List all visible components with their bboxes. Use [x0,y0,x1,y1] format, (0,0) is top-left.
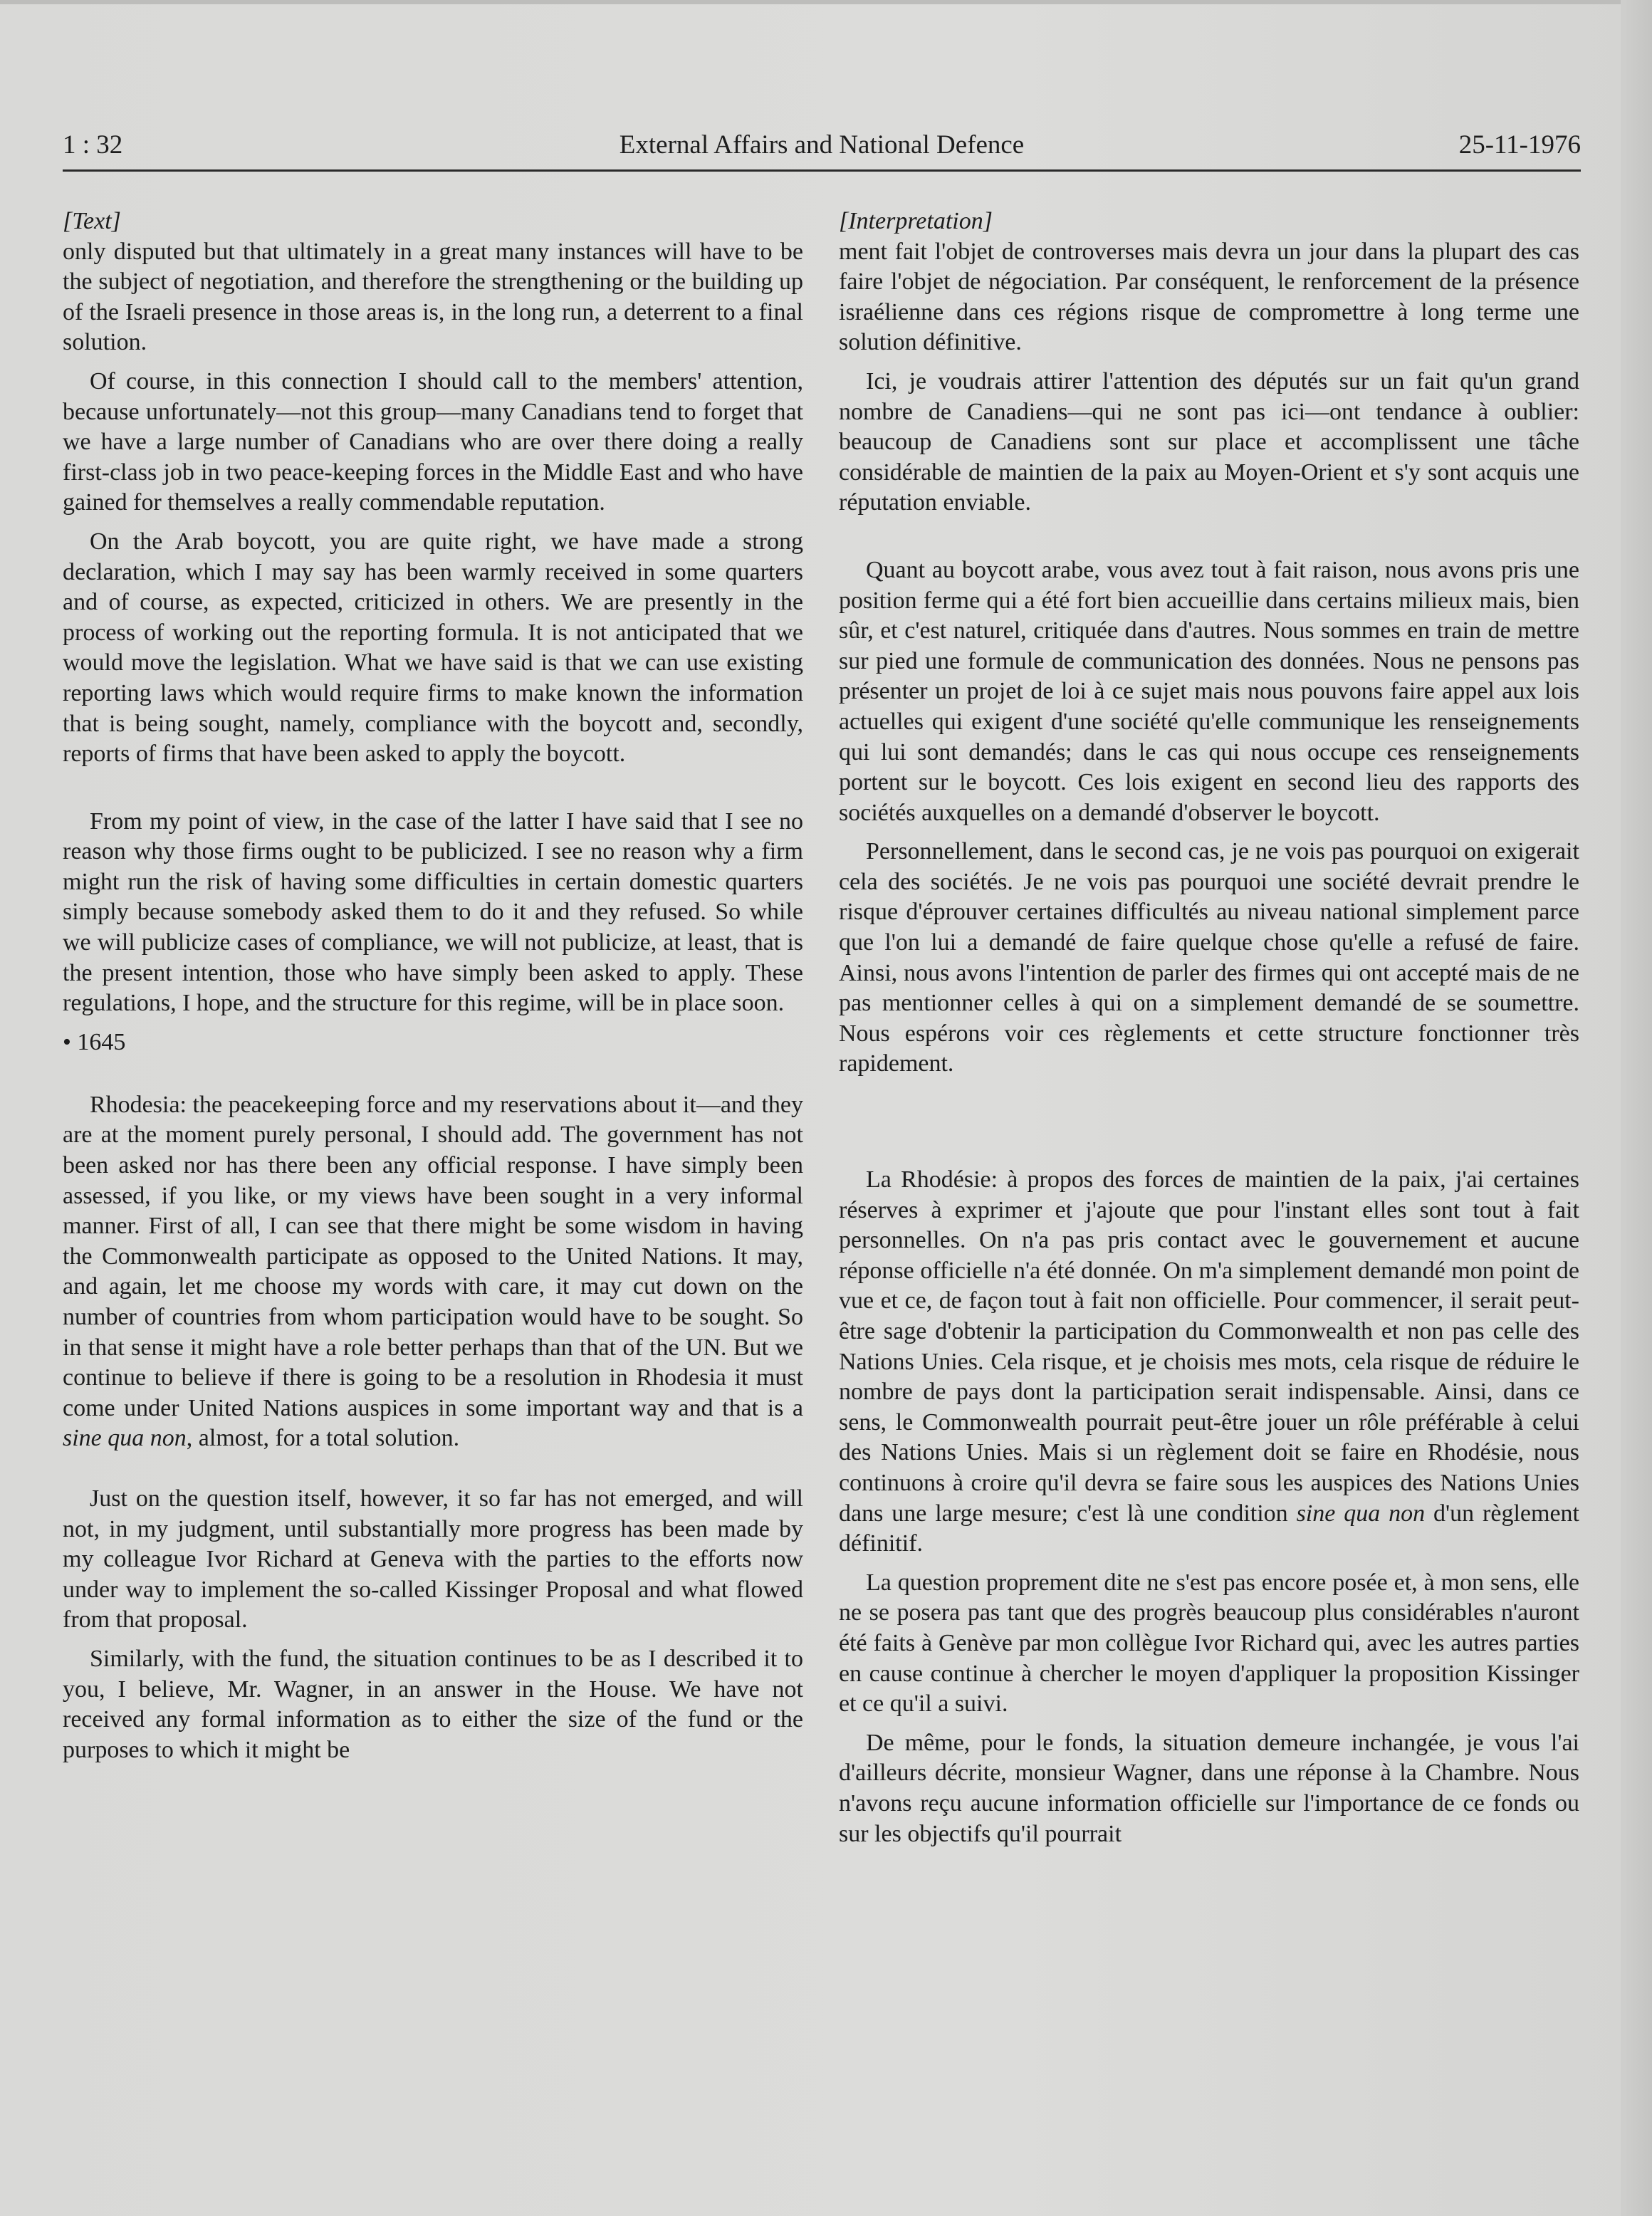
paragraph: Just on the question itself, however, it so far has not emerged, and will not, in my judgment, until substantially more progress has been made by my colleague Ivor Richard at Geneva with the parties to the efforts now under way to implement the so-called Kissinger Proposal and what flowed from that proposal. [63,1485,803,1634]
page-top-edge [0,0,1652,4]
paragraph: From my point of view, in the case of the latter I have said that I see no reason why those firms ought to be publicized. I see no reason why a firm might run the risk of having some difficulties in certain domestic quarters simply because somebody asked them to do it and they refused. So while we will publicize cases of compliance, we will not publicize, at least, that is the present intention, those who have simply been asked to apply. These regulations, I hope, and the structure for this regime, will be in place soon. [63,808,803,1017]
page-binding-edge [1621,0,1652,2216]
paragraph: On the Arab boycott, you are quite right, we have made a strong declaration, which I may say has been warmly received in some quarters and of course, as expected, criticized in others. We are presently in the process of working out the reporting formula. It is not anticipated that we would move the legislation. What we have said is that we can use existing reporting laws which would require firms to make known the information that is being sought, namely, compliance with the boycott and, secondly, reports of firms that have been asked to apply the boycott. [63,528,803,768]
spacer [63,1463,803,1484]
header-rule [63,169,1581,172]
spacer [63,778,803,807]
paragraph-text: , almost, for a total solution. [186,1425,460,1452]
french-column [839,207,1579,1858]
paragraph: Of course, in this connection I should call to the members' attention, because unfortunately—not this group—many Canadians tend to forget that we have a large number of Canadians who are over there doing a really first-class job in two peace-keeping forces in the Middle East and who have gained for themselves a really commendable reputation. [63,367,803,516]
paragraph: Similarly, with the fund, the situation continues to be as I described it to you, I believe, Mr. Wagner, in an answer in the House. We have not received any formal information as to either the size of the fund or the purposes to which it might be [63,1645,803,1763]
header-title: External Affairs and National Defence [619,130,1025,160]
paragraph: De même, pour le fonds, la situation demeure inchangée, je vous l'ai d'ailleurs décrite, monsieur Wagner, dans une réponse à la Chambre. Nous n'avons reçu aucune information officielle sur l'importance de ce fonds ou sur les objectifs qu'il pourrait [839,1729,1579,1847]
paragraph: ment fait l'objet de controverses mais devra un jour dans la plupart des cas faire l'objet de négociation. Par conséquent, le renforcement de la présence israélienne dans ces régions risque de compromettre à long terme une solution définitive. [839,238,1579,356]
paragraph-text: La Rhodésie: à propos des forces de maintien de la paix, j'ai certaines réserves à exprimer et j'ajoute que pour l'instant elles sont tout à fait personnelles. On n'a pas pris contact avec le gouvernement et aucune réponse officielle n'a été donnée. On m'a simplement demandé mon point de vue et ce, de façon tout à fait non officielle. Pour commencer, il serait peut-être sage d'obtenir la participation du Commonwealth et non pas celle des Nations Unies. Cela risque, et je choisis mes mots, cela risque de réduire le nombre de pays dont la participation serait indispensable. Ainsi, dans ce sens, le Commonwealth pourrait peut-être jouer un rôle préférable à celui des Nations Unies. Mais si un règlement doit se faire en Rhodésie, nous continuons à croire qu'il devra se faire sous les auspices des Nations Unies dans une large mesure; c'est là une condition [839,1166,1579,1527]
english-column [63,207,803,1774]
paragraph [63,1090,803,1454]
time-marker: • 1645 [63,1028,126,1055]
paragraph: Personnellement, dans le second cas, je ne vois pas pourquoi on exigerait cela des sociétés. Je ne vois pas pourquoi une société devrait prendre le risque d'éprouver certaines difficultés au niveau national simplement parce que l'on lui a demandé de faire quelque chose qu'elle a refusé de faire. Ainsi, nous avons l'intention de parler des firmes qui ont accepté mais de ne pas mentionner celles à qui on a simplement demandé de se soumettre. Nous espérons voir ces règlements et cette structure fonctionner très rapidement. [839,838,1579,1077]
paragraph: La question proprement dite ne s'est pas encore posée et, à mon sens, elle ne se posera pas tant que des progrès beaucoup plus considérables n'auront été faits à Genève par mon collègue Ivor Richard qui, avec les autres parties en cause continue à chercher le moyen d'appliquer la proposition Kissinger et ce qu'il a suivi. [839,1569,1579,1718]
paragraph [839,1165,1579,1559]
latin-phrase: sine qua non [1296,1500,1426,1527]
running-header [63,130,1581,169]
paragraph: Quant au boycott arabe, vous avez tout à fait raison, nous avons pris une position ferme qui a été fort bien accueillie dans certains milieux mais, bien sûr, et c'est naturel, critiquée dans d'autres. Nous sommes en train de mettre sur pied une formule de communication des données. Nous ne pensons pas présenter un projet de loi à ce sujet mais nous pouvons faire appel aux lois actuelles qui exigent d'une société qu'elle communique les renseignements qui lui sont demandés; dans le cas qui nous occupe ces renseignements portent sur le boycott. Ces lois exigent en second lieu des rapports des sociétés auxquelles on a demandé d'observer le boycott. [839,556,1579,826]
header-date: 25-11-1976 [1458,130,1581,160]
paragraph-text: d'un règlement définitif. [839,1500,1579,1557]
column-label-interpretation: [Interpretation] [839,208,993,234]
paragraph-text: Rhodesia: the peacekeeping force and my reservations about it—and they are at the moment purely personal, I should add. The government has not been asked nor has there been any official response. I have simply been assessed, if you like, or my views have been sought in a very informal manner. First of all, I can see that there might be some wisdom in having the Commonwealth participate as opposed to the United Nations. It may, and again, let me choose my words with care, it may cut down on the number of countries from whom participation would have to be sought. So in that sense it might have a role better perhaps than that of the UN. But we continue to believe if there is going to be a resolution in Rhodesia it must come under United Nations auspices in some important way and that is a [63,1091,803,1421]
page-number: 1 : 32 [63,130,123,160]
paragraph: only disputed but that ultimately in a great many instances will have to be the subject of negotiation, and therefore the strengthening or the building up of the Israeli presence in those areas is, in the long run, a deterrent to a final solution. [63,238,803,356]
paragraph: Ici, je voudrais attirer l'attention des députés sur un fait qu'un grand nombre de Canadiens—qui ne sont pas ici—ont tendance à oublier: beaucoup de Canadiens sont sur place et accomplissent une tâche considérable de maintien de la paix au Moyen-Orient et s'y sont acquis une réputation enviable. [839,367,1579,516]
column-label-text: [Text] [63,208,121,234]
spacer [63,1066,803,1090]
spacer [839,527,1579,555]
latin-phrase: sine qua non [63,1425,187,1452]
spacer [839,1088,1579,1165]
